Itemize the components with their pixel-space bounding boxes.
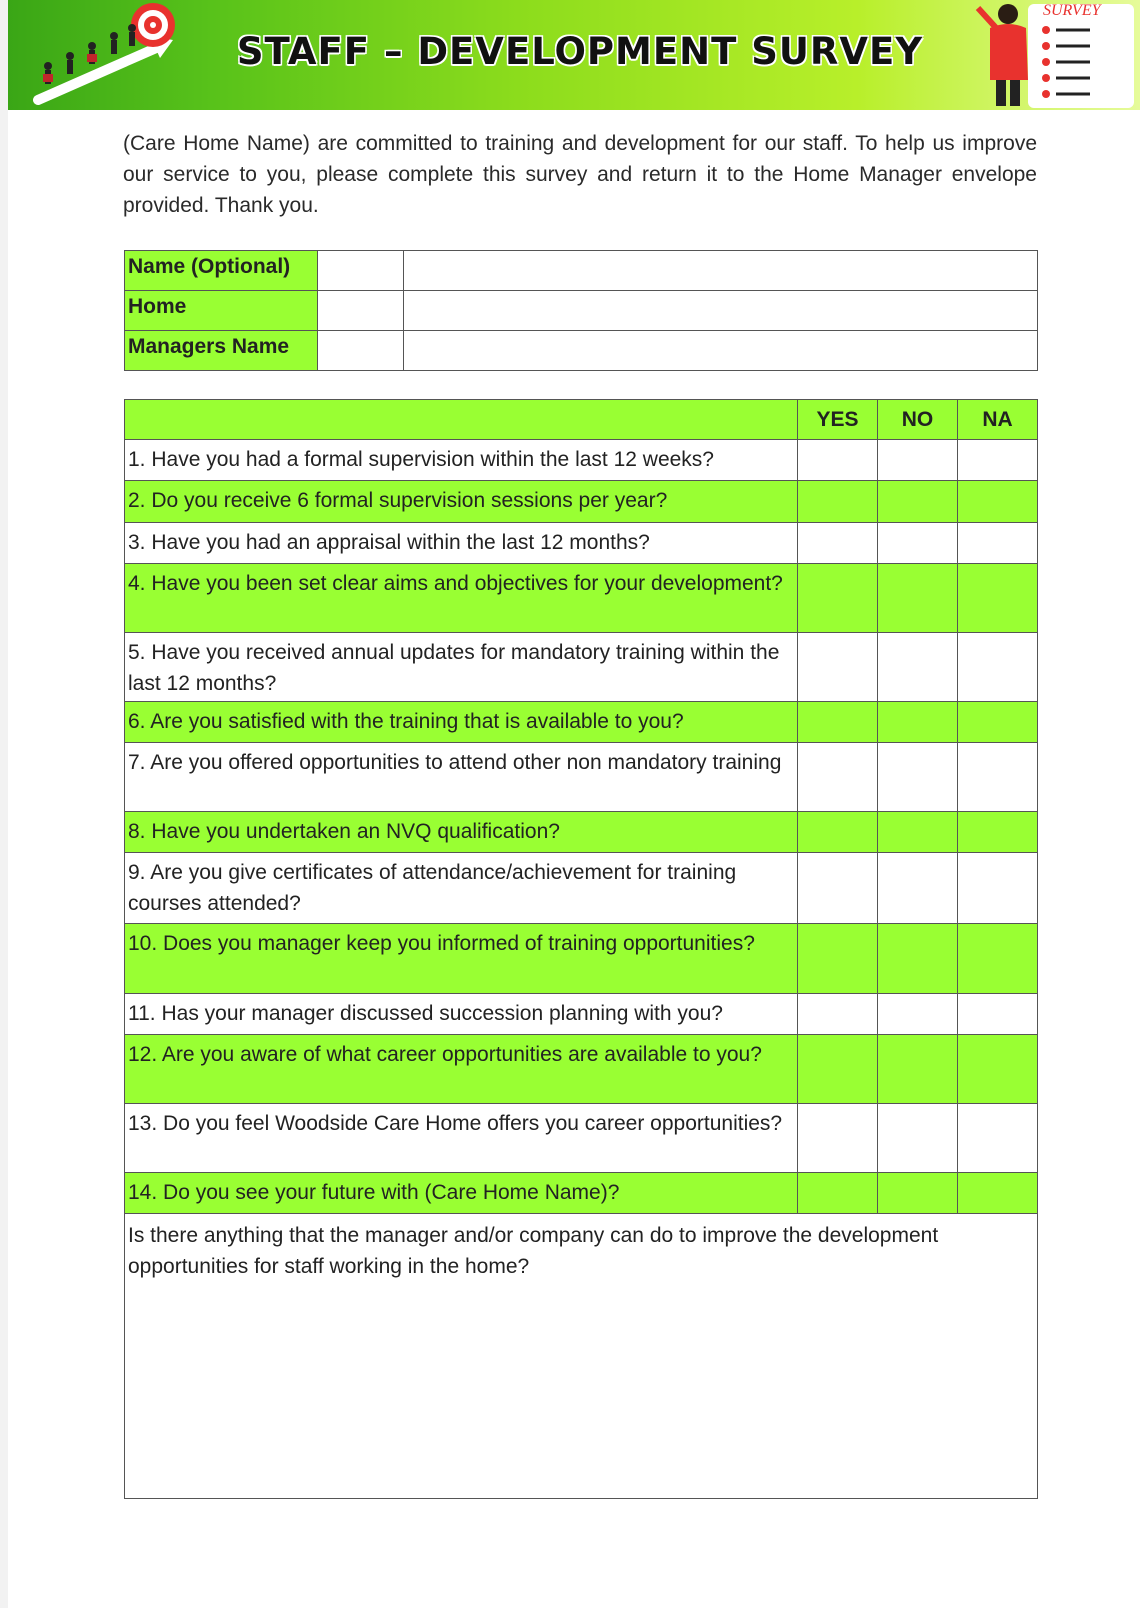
question-text: 2. Do you receive 6 formal supervision sessions per year? <box>125 481 798 523</box>
page-title: STAFF – DEVELOPMENT SURVEY <box>236 30 924 73</box>
answer-na-cell[interactable] <box>958 564 1038 633</box>
answer-no-cell[interactable] <box>878 812 958 853</box>
answer-na-cell[interactable] <box>958 702 1038 743</box>
question-text: 6. Are you satisfied with the training that is available to you? <box>125 702 798 743</box>
answer-yes-cell[interactable] <box>798 633 878 702</box>
name-field-1[interactable] <box>318 251 404 291</box>
open-feedback-question: Is there anything that the manager and/or company can do to improve the development opportunities for staff working in the home? <box>128 1224 939 1278</box>
answer-yes-cell[interactable] <box>798 564 878 633</box>
question-row-14 <box>125 1173 1038 1214</box>
home-field-2[interactable] <box>404 291 1038 331</box>
intro-paragraph: (Care Home Name) are committed to training and development for our staff. To help us improve our service to you, please complete this survey and return it to the Home Manager envelope provided. Thank you. <box>123 132 1037 217</box>
answer-yes-cell[interactable] <box>798 481 878 523</box>
name-field-2[interactable] <box>404 251 1038 291</box>
answer-yes-cell[interactable] <box>798 994 878 1035</box>
header-banner <box>8 0 1140 110</box>
na-column-header: NA <box>958 400 1038 440</box>
answer-no-cell[interactable] <box>878 523 958 564</box>
question-text: 9. Are you give certificates of attendance/achievement for training courses attended? <box>125 853 798 924</box>
name-label: Name (Optional) <box>125 251 318 291</box>
yes-column-header: YES <box>798 400 878 440</box>
answer-yes-cell[interactable] <box>798 812 878 853</box>
page-edge <box>0 0 8 1608</box>
answer-yes-cell[interactable] <box>798 924 878 994</box>
answer-yes-cell[interactable] <box>798 702 878 743</box>
question-column-header <box>125 400 798 440</box>
question-text: 3. Have you had an appraisal within the last 12 months? <box>125 523 798 564</box>
answer-yes-cell[interactable] <box>798 743 878 812</box>
question-row-6 <box>125 702 1038 743</box>
question-text: 7. Are you offered opportunities to attend other non mandatory training <box>125 743 798 812</box>
answer-na-cell[interactable] <box>958 1173 1038 1214</box>
no-column-header: NO <box>878 400 958 440</box>
answer-na-cell[interactable] <box>958 481 1038 523</box>
answer-na-cell[interactable] <box>958 523 1038 564</box>
question-row-11 <box>125 994 1038 1035</box>
question-row-9 <box>125 853 1038 924</box>
answer-yes-cell[interactable] <box>798 1104 878 1173</box>
answer-yes-cell[interactable] <box>798 1173 878 1214</box>
answer-no-cell[interactable] <box>878 1035 958 1104</box>
survey-badge-text: SURVEY <box>1043 2 1101 19</box>
open-feedback-box[interactable] <box>125 1214 1038 1499</box>
answer-no-cell[interactable] <box>878 1104 958 1173</box>
question-text: 11. Has your manager discussed succession planning with you? <box>125 994 798 1035</box>
question-text: 12. Are you aware of what career opportunities are available to you? <box>125 1035 798 1104</box>
manager-field-2[interactable] <box>404 331 1038 371</box>
question-row-1 <box>125 440 1038 481</box>
answer-no-cell[interactable] <box>878 743 958 812</box>
question-text: 13. Do you feel Woodside Care Home offers you career opportunities? <box>125 1104 798 1173</box>
answer-no-cell[interactable] <box>878 994 958 1035</box>
question-row-2 <box>125 481 1038 523</box>
answer-no-cell[interactable] <box>878 853 958 924</box>
answer-na-cell[interactable] <box>958 1104 1038 1173</box>
respondent-info-table <box>124 250 1038 371</box>
answer-yes-cell[interactable] <box>798 523 878 564</box>
question-text: 10. Does you manager keep you informed of training opportunities? <box>125 924 798 994</box>
question-row-5 <box>125 633 1038 702</box>
question-text: 4. Have you been set clear aims and objectives for your development? <box>125 564 798 633</box>
answer-no-cell[interactable] <box>878 633 958 702</box>
answer-na-cell[interactable] <box>958 924 1038 994</box>
answer-no-cell[interactable] <box>878 564 958 633</box>
answer-yes-cell[interactable] <box>798 853 878 924</box>
answer-na-cell[interactable] <box>958 994 1038 1035</box>
info-row-manager <box>125 331 1038 371</box>
question-row-8 <box>125 812 1038 853</box>
question-row-12 <box>125 1035 1038 1104</box>
question-row-7 <box>125 743 1038 812</box>
question-row-10 <box>125 924 1038 994</box>
question-text: 14. Do you see your future with (Care Home Name)? <box>125 1173 798 1214</box>
answer-na-cell[interactable] <box>958 812 1038 853</box>
survey-checklist-icon <box>968 0 1138 110</box>
survey-questions-table <box>124 399 1038 1499</box>
question-text: 5. Have you received annual updates for mandatory training within the last 12 months? <box>125 633 798 702</box>
manager-label: Managers Name <box>125 331 318 371</box>
home-label: Home <box>125 291 318 331</box>
answer-na-cell[interactable] <box>958 1035 1038 1104</box>
answer-yes-cell[interactable] <box>798 440 878 481</box>
manager-field-1[interactable] <box>318 331 404 371</box>
climbing-to-target-icon <box>28 0 188 110</box>
answer-no-cell[interactable] <box>878 1173 958 1214</box>
info-row-name <box>125 251 1038 291</box>
questions-header-row <box>125 400 1038 440</box>
question-text: 1. Have you had a formal supervision within the last 12 weeks? <box>125 440 798 481</box>
question-text: 8. Have you undertaken an NVQ qualification? <box>125 812 798 853</box>
answer-no-cell[interactable] <box>878 481 958 523</box>
question-row-4 <box>125 564 1038 633</box>
answer-no-cell[interactable] <box>878 702 958 743</box>
answer-na-cell[interactable] <box>958 440 1038 481</box>
open-feedback-row <box>125 1214 1038 1499</box>
question-row-3 <box>125 523 1038 564</box>
answer-no-cell[interactable] <box>878 924 958 994</box>
home-field-1[interactable] <box>318 291 404 331</box>
answer-no-cell[interactable] <box>878 440 958 481</box>
answer-na-cell[interactable] <box>958 633 1038 702</box>
answer-yes-cell[interactable] <box>798 1035 878 1104</box>
info-row-home <box>125 291 1038 331</box>
question-row-13 <box>125 1104 1038 1173</box>
answer-na-cell[interactable] <box>958 743 1038 812</box>
answer-na-cell[interactable] <box>958 853 1038 924</box>
